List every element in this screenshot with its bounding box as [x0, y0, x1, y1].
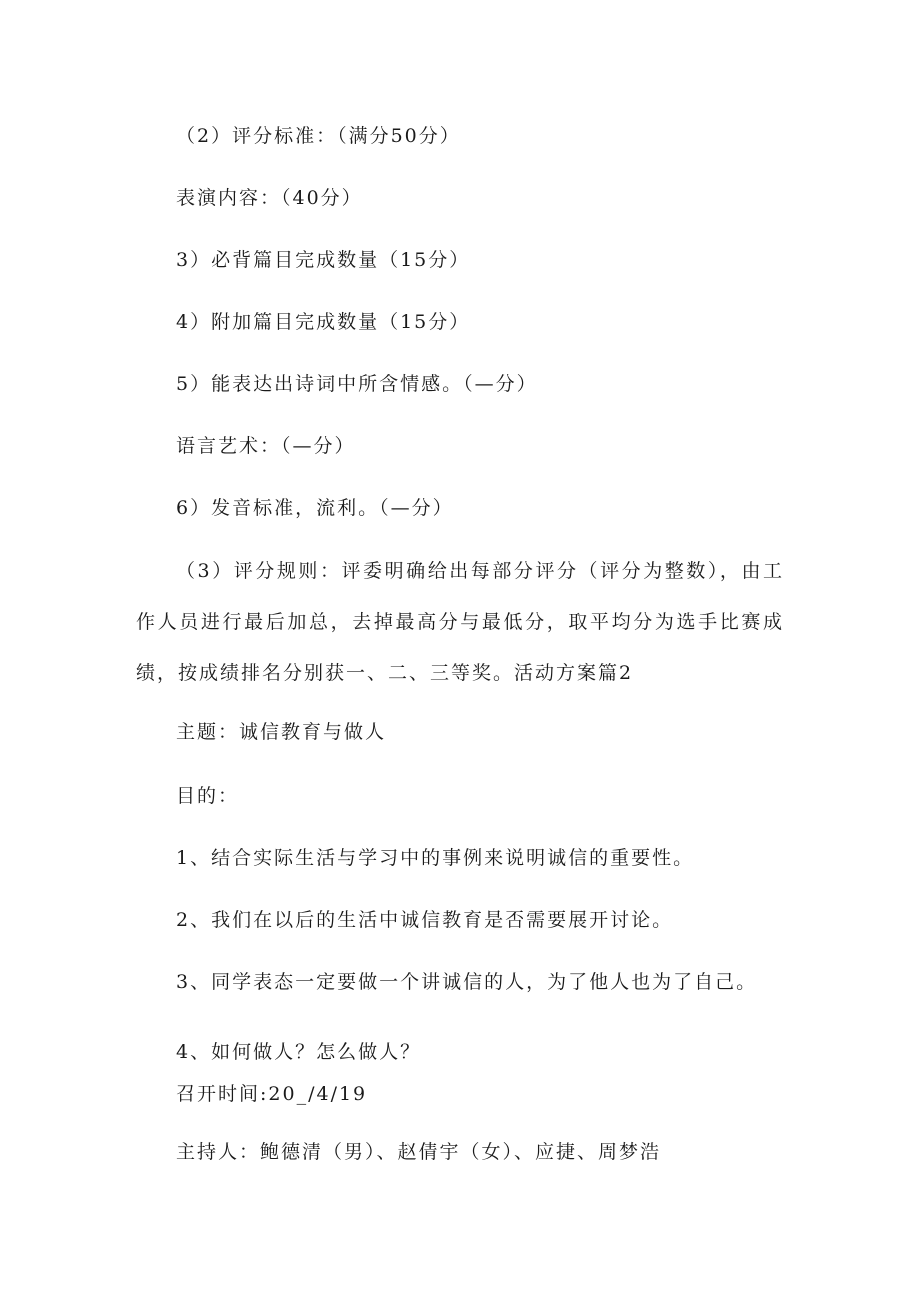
scoring-rules-paragraph: （3）评分规则：评委明确给出每部分评分（评分为整数），由工作人员进行最后加总，去掉最高分与最低分，取平均分为选手比赛成绩，按成绩排名分别获一、二、三等奖。活动方案篇2 [136, 560, 784, 684]
purpose-item-2: 2、我们在以后的生活中诚信教育是否需要展开讨论。 [176, 909, 674, 931]
criteria-item-3: 3）必背篇目完成数量（15分） [176, 249, 471, 271]
purpose-heading: 目的： [176, 785, 240, 807]
criteria-item-4: 4）附加篇目完成数量（15分） [176, 311, 471, 333]
criteria-item-6: 6）发音标准，流利。（—分） [176, 497, 454, 519]
hosts-line: 主持人：鲍德清（男）、赵倩宇（女）、应捷、周梦浩 [176, 1141, 662, 1163]
purpose-item-1: 1、结合实际生活与学习中的事例来说明诚信的重要性。 [176, 847, 695, 869]
purpose-item-3: 3、同学表态一定要做一个讲诚信的人，为了他人也为了自己。 [176, 971, 758, 993]
language-art-line: 语言艺术：（—分） [176, 435, 356, 457]
meeting-time-line: 召开时间:20_/4/19 [176, 1083, 368, 1105]
performance-content-line: 表演内容：（40分） [176, 187, 363, 209]
purpose-item-4: 4、如何做人？怎么做人？ [176, 1041, 422, 1063]
theme-line: 主题：诚信教育与做人 [176, 721, 387, 743]
criteria-item-5: 5）能表达出诗词中所含情感。（—分） [176, 373, 538, 395]
scoring-criteria-heading: （2）评分标准：（满分50分） [176, 125, 461, 147]
